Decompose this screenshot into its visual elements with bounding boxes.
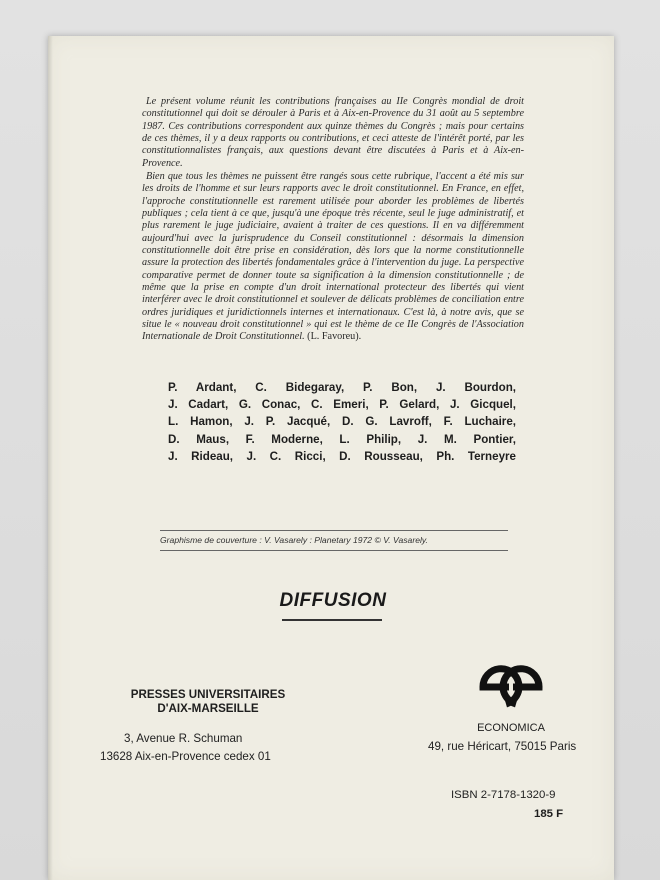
intro-paragraph-2 [142,171,524,344]
cover-credit: Graphisme de couverture : V. Vasarely : Planetary 1972 © V. Vasarely. [160,535,428,545]
author-line-5: J. Rideau, J. C. Ricci, D. Rousseau, Ph. Terneyre [168,449,516,463]
economica-logo-icon [479,663,543,711]
publisher-right-address: 49, rue Héricart, 75015 Paris [428,740,577,753]
publisher-left-address-line-2: 13628 Aix-en-Provence cedex 01 [100,750,271,763]
cover-edge-shadow [48,36,53,880]
diffusion-underline [282,619,382,621]
isbn: ISBN 2-7178-1320-9 [451,789,556,801]
publisher-left-address-line-1: 3, Avenue R. Schuman [124,732,243,745]
author-line-2: J. Cadart, G. Conac, C. Emeri, P. Gelard, J. Gicquel, [168,398,516,412]
diffusion-heading: DIFFUSION [279,590,387,611]
publisher-left-name [108,688,308,716]
price: 185 F [534,808,564,820]
author-list [168,379,516,465]
author-line-4: D. Maus, F. Moderne, L. Philip, J. M. Pontier, [168,432,516,446]
author-line-1: P. Ardant, C. Bidegaray, P. Bon, J. Bourdon, [168,381,516,394]
publisher-left-name-line-1: PRESSES UNIVERSITAIRES [130,688,286,701]
intro-signature: (L. Favoreu). [307,331,362,343]
credit-rule-bottom [160,550,508,551]
publisher-left-name-line-2: D'AIX-MARSEILLE [157,702,259,715]
credit-rule-top [160,530,508,531]
intro-paragraph-1: Le présent volume réunit les contributions françaises au IIe Congrès mondial de droit constitutionnel qui doit se dérouler à Paris et à Aix-en-Provence du 31 août au 5 septembre 1987. Ces contributions correspondent aux quinze thèmes du Congrès ; mais pour certains de ces thèmes, il y a deux rapports ou contributions, et ceci atteste de l'intérêt porté, par les constitutionnalistes français, aux questions devant être discutées à Paris et à Aix-en-Provence. [142,96,524,169]
publisher-right-name: ECONOMICA [477,722,545,734]
intro-paragraph-2-text: Bien que tous les thèmes ne puissent être rangés sous cette rubrique, l'accent a été mis sur les droits de l'homme et sur leurs rapports avec le droit constitutionnel. En France, en effet, l'approche constitutionnelle est rarement utilisée pour aborder les problèmes de libertés publiques ; cela tient à ce que, jusqu'à une époque très récente, seul le juge administratif, et plus rarement le juge judiciaire, avaient à traiter de ces questions. Il en va différemment aujourd'hui avec la jurisprudence du Conseil constitutionnel : désormais la dimension constitutionnelle doit être prise en considération, dès lors que la norme constitutionnelle assure la protection des libertés fondamentales grâce à l'intervention du juge. La perspective comparative permet de donner toute sa signification à la dimension constitutionnelle ; de même que la prise en compte d'un droit international protecteur des libertés qui vient interférer avec le droit constitutionnel et soulever de délicats problèmes de conciliation entre ordres juridiques et juridictionnels internes et internationaux. C'est là, à notre avis, que se situe le « nouveau droit constitutionnel » qui est le thème de ce IIe Congrès de l'Association Internationale de Droit Constitutionnel. [142,171,524,343]
author-line-3: L. Hamon, J. P. Jacqué, D. G. Lavroff, F. Luchaire, [168,415,516,429]
